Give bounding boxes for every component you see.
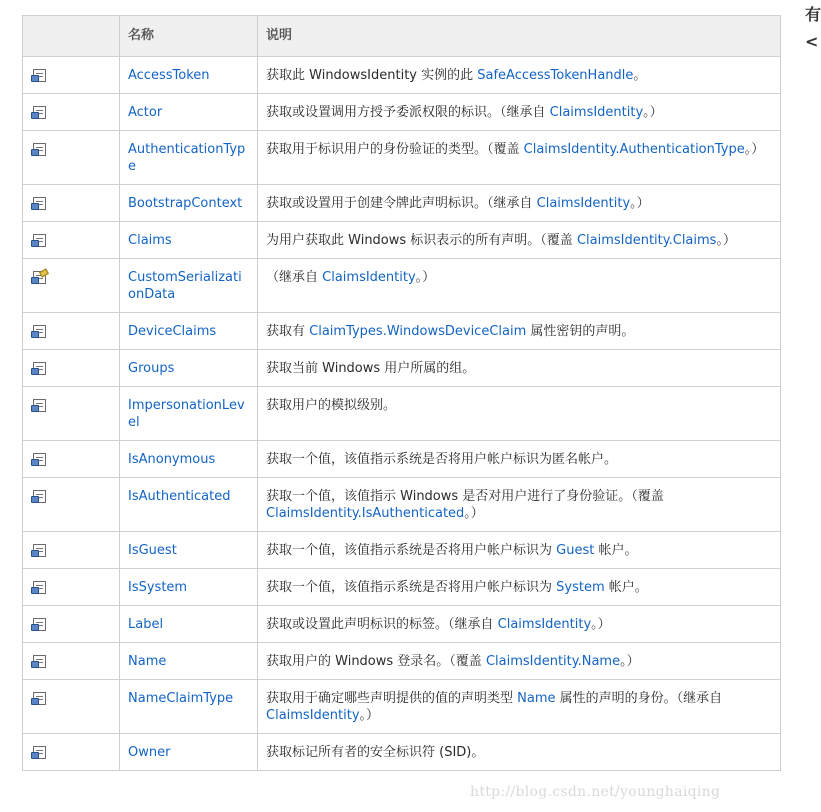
row-icon-cell: [23, 222, 120, 259]
property-icon: [31, 233, 48, 247]
description-link[interactable]: ClaimsIdentity.Claims: [576, 233, 717, 248]
protected-property-icon: [31, 270, 48, 284]
member-name-link[interactable]: AccessToken: [128, 68, 210, 83]
description-text: 。）: [630, 196, 650, 211]
side-arrow-icon[interactable]: <: [805, 32, 819, 51]
property-icon: [31, 617, 48, 631]
table-row: [23, 222, 781, 259]
member-name-link[interactable]: IsAuthenticated: [128, 489, 231, 504]
description-text: 帐户。: [594, 543, 638, 558]
member-name-link[interactable]: AuthenticationType: [128, 142, 246, 174]
row-description-cell: [258, 680, 781, 734]
member-name-link[interactable]: NameClaimType: [128, 691, 234, 706]
description-link[interactable]: ClaimsIdentity: [536, 196, 631, 211]
row-icon-cell: [23, 441, 120, 478]
row-icon-cell: [23, 387, 120, 441]
member-name-link[interactable]: Groups: [128, 361, 175, 376]
row-name-cell: [120, 478, 258, 532]
description-text: 获取用于确定哪些声明提供的值的声明类型: [266, 691, 518, 706]
row-name-cell: [120, 734, 258, 771]
row-icon-cell: [23, 259, 120, 313]
description-link[interactable]: Name: [517, 691, 556, 706]
row-name-cell: [120, 643, 258, 680]
description-text: 获取一个值，该值指示系统是否将用户帐户标识为: [266, 543, 557, 558]
description-text: （继承自: [266, 270, 323, 285]
row-icon-cell: [23, 734, 120, 771]
description-text: 属性密钥的声明。: [526, 324, 635, 339]
description-link[interactable]: ClaimTypes.WindowsDeviceClaim: [309, 324, 527, 339]
row-description-cell: [258, 57, 781, 94]
row-icon-cell: [23, 313, 120, 350]
row-icon-cell: [23, 680, 120, 734]
description-text: 获取当前 Windows 用户所属的组。: [266, 361, 476, 376]
member-name-link[interactable]: Owner: [128, 745, 171, 760]
member-name-link[interactable]: IsAnonymous: [128, 452, 216, 467]
description-link[interactable]: ClaimsIdentity: [266, 708, 360, 723]
description-link[interactable]: Guest: [556, 543, 595, 558]
table-row: [23, 680, 781, 734]
property-icon: [31, 68, 48, 82]
description-link[interactable]: SafeAccessTokenHandle: [477, 68, 634, 83]
row-description-cell: [258, 259, 781, 313]
property-icon: [31, 691, 48, 705]
property-icon: [31, 543, 48, 557]
description-text: 。: [633, 68, 647, 83]
side-text-char: 有: [805, 5, 821, 24]
description-text: 获取用户的模拟级别。: [266, 398, 397, 413]
description-text: 。）: [591, 617, 611, 632]
row-description-cell: [258, 569, 781, 606]
header-name-column[interactable]: 名称: [120, 16, 258, 57]
row-description-cell: [258, 185, 781, 222]
table-row: [23, 643, 781, 680]
row-name-cell: [120, 441, 258, 478]
header-description-column[interactable]: 说明: [258, 16, 781, 57]
property-icon: [31, 580, 48, 594]
property-icon: [31, 324, 48, 338]
description-text: 获取标记所有者的安全标识符 (SID)。: [266, 745, 485, 760]
description-text: 获取一个值，该值指示系统是否将用户帐户标识为: [266, 580, 557, 595]
property-icon: [31, 398, 48, 412]
description-text: 。）: [744, 142, 765, 157]
row-name-cell: [120, 222, 258, 259]
table-row: [23, 94, 781, 131]
row-description-cell: [258, 313, 781, 350]
description-link[interactable]: ClaimsIdentity.Name: [485, 654, 621, 669]
description-text: 获取此 WindowsIdentity 实例的此: [266, 68, 478, 83]
row-description-cell: [258, 606, 781, 643]
description-text: 为用户获取此 Windows 标识表示的所有声明。（覆盖: [266, 233, 577, 248]
description-text: 。）: [643, 105, 663, 120]
table-row: [23, 350, 781, 387]
table-row: [23, 259, 781, 313]
row-icon-cell: [23, 478, 120, 532]
row-name-cell: [120, 606, 258, 643]
description-link[interactable]: System: [556, 580, 605, 595]
table-row: [23, 532, 781, 569]
member-name-link[interactable]: IsGuest: [128, 543, 177, 558]
members-table: [22, 15, 781, 771]
row-icon-cell: [23, 350, 120, 387]
row-description-cell: [258, 350, 781, 387]
row-icon-cell: [23, 606, 120, 643]
row-icon-cell: [23, 185, 120, 222]
description-text: 。）: [620, 654, 640, 669]
description-text: 获取或设置用于创建令牌此声明标识。（继承自: [266, 196, 537, 211]
table-row: [23, 185, 781, 222]
row-description-cell: [258, 643, 781, 680]
member-name-link[interactable]: CustomSerializationData: [128, 270, 242, 302]
row-description-cell: [258, 734, 781, 771]
member-name-link[interactable]: Name: [128, 654, 167, 669]
description-text: 获取用于标识用户的身份验证的类型。（覆盖: [266, 142, 524, 157]
description-text: 。）: [359, 708, 380, 723]
table-row: [23, 441, 781, 478]
property-icon: [31, 105, 48, 119]
member-name-link[interactable]: Actor: [128, 105, 163, 120]
description-text: 获取或设置此声明标识的标签。（继承自: [266, 617, 498, 632]
row-description-cell: [258, 441, 781, 478]
member-name-link[interactable]: IsSystem: [128, 580, 188, 595]
row-name-cell: [120, 131, 258, 185]
row-description-cell: [258, 478, 781, 532]
description-text: 。）: [716, 233, 736, 248]
description-link[interactable]: ClaimsIdentity: [497, 617, 592, 632]
row-description-cell: [258, 222, 781, 259]
description-link[interactable]: ClaimsIdentity.AuthenticationType: [523, 142, 745, 157]
row-description-cell: [258, 131, 781, 185]
table-row: [23, 57, 781, 94]
row-description-cell: [258, 94, 781, 131]
row-name-cell: [120, 313, 258, 350]
row-icon-cell: [23, 57, 120, 94]
description-text: 获取用户的 Windows 登录名。（覆盖: [266, 654, 486, 669]
member-name-link[interactable]: Claims: [128, 233, 172, 248]
table-row: [23, 734, 781, 771]
description-link[interactable]: ClaimsIdentity: [549, 105, 644, 120]
property-icon: [31, 745, 48, 759]
property-icon: [31, 361, 48, 375]
member-name-link[interactable]: BootstrapContext: [128, 196, 243, 211]
row-description-cell: [258, 532, 781, 569]
description-text: 帐户。: [604, 580, 648, 595]
header-icon-column: [23, 16, 120, 57]
row-name-cell: [120, 259, 258, 313]
table-row: [23, 569, 781, 606]
row-name-cell: [120, 532, 258, 569]
row-icon-cell: [23, 532, 120, 569]
table-row: [23, 478, 781, 532]
row-name-cell: [120, 350, 258, 387]
row-name-cell: [120, 94, 258, 131]
description-link[interactable]: ClaimsIdentity.IsAuthenticated: [266, 506, 465, 521]
row-description-cell: [258, 387, 781, 441]
table-row: [23, 606, 781, 643]
row-icon-cell: [23, 643, 120, 680]
member-name-link[interactable]: Label: [128, 617, 164, 632]
property-icon: [31, 196, 48, 210]
table-header-row: [23, 16, 781, 57]
description-text: 获取有: [266, 324, 310, 339]
property-icon: [31, 489, 48, 503]
row-name-cell: [120, 185, 258, 222]
row-icon-cell: [23, 569, 120, 606]
table-row: [23, 387, 781, 441]
description-text: 属性的声明的身份。（继承自: [555, 691, 723, 706]
row-icon-cell: [23, 131, 120, 185]
watermark: http://blog.csdn.net/younghaiqing: [470, 784, 721, 800]
description-text: 获取一个值，该值指示 Windows 是否对用户进行了身份验证。（覆盖: [266, 489, 664, 504]
row-name-cell: [120, 57, 258, 94]
description-text: 。）: [464, 506, 484, 521]
description-text: 。）: [415, 270, 436, 285]
table-row: [23, 131, 781, 185]
table-body: [23, 57, 781, 771]
row-icon-cell: [23, 94, 120, 131]
row-name-cell: [120, 680, 258, 734]
property-icon: [31, 654, 48, 668]
description-link[interactable]: ClaimsIdentity: [322, 270, 416, 285]
property-icon: [31, 142, 48, 156]
row-name-cell: [120, 387, 258, 441]
member-name-link[interactable]: DeviceClaims: [128, 324, 217, 339]
row-name-cell: [120, 569, 258, 606]
member-name-link[interactable]: ImpersonationLevel: [128, 398, 245, 430]
description-text: 获取或设置调用方授予委派权限的标识。（继承自: [266, 105, 550, 120]
description-text: 获取一个值，该值指示系统是否将用户帐户标识为匿名帐户。: [266, 452, 618, 467]
table-row: [23, 313, 781, 350]
property-icon: [31, 452, 48, 466]
